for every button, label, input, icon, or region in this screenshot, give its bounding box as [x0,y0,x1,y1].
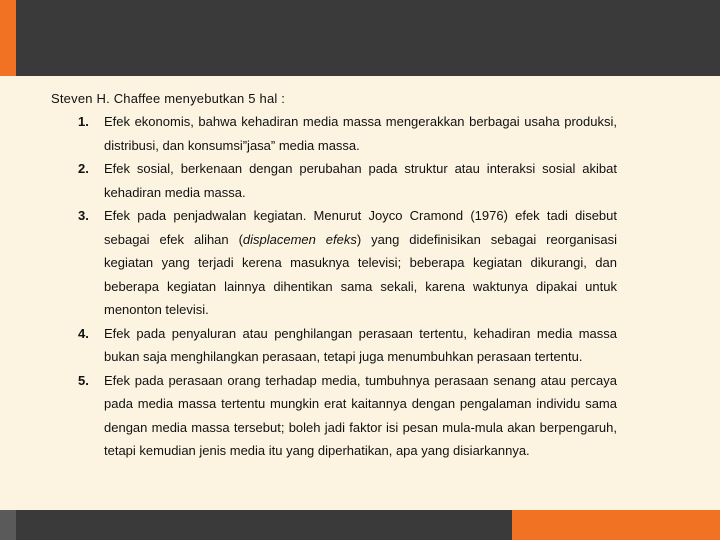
list-item [76,204,617,322]
footer-accent-block [512,510,720,540]
list-item-text-continued: ) yang didefinisikan sebagai reorganisasi kegiatan yang terjadi kerena masuknya televisi; beberapa kegiatan dikurangi, dan beberapa kegiatan lainnya dihentikan sama sekali, karena waktunya dipakai untuk menonton televisi. [104,231,617,317]
list-item-text: Efek pada perasaan orang terhadap media, tumbuhnya perasaan senang atau percaya pada media massa tertentu mungkin erat kaitannya dengan pengalaman individu sama dengan media massa tersebut; boleh jadi faktor isi pesan mula-mula akan berpengaruh, tetapi kemudian jenis media itu yang diperhatikan, apa yang disiarkannya. [104,372,617,458]
list-item-text: Efek pada penjadwalan kegiatan. Menurut Joyco Cramond (1976) efek tadi disebut sebagai efek alihan ( [104,208,617,247]
list-item [76,110,617,157]
list-item-number: 5. [78,372,89,388]
list-item-italic-term: displacemen efeks [242,231,357,247]
list-item-number: 3. [78,208,89,223]
effects-list [76,110,617,463]
list-item-number: 1. [78,114,89,129]
list-item-text: Efek pada penyaluran atau penghilangan perasaan tertentu, kehadiran media massa bukan saja menghilangkan perasaan, tetapi juga menumbuhkan perasaan tertentu. [104,325,617,364]
header-accent-stripe [0,0,16,76]
footer-left-block [0,510,16,540]
list-item [76,322,617,369]
list-item-number: 2. [78,161,89,176]
list-item-number: 4. [78,325,89,341]
list-item-text: Efek ekonomis, bahwa kehadiran media massa mengerakkan berbagai usaha produksi, distribusi, dan konsumsi”jasa” media massa. [104,114,617,153]
intro-text: Steven H. Chaffee menyebutkan 5 hal : [51,91,286,106]
list-item [76,369,617,463]
header-bar [0,0,720,76]
list-item-text: Efek sosial, berkenaan dengan perubahan pada struktur atau interaksi sosial akibat kehadiran media massa. [104,161,617,200]
list-item [76,157,617,204]
